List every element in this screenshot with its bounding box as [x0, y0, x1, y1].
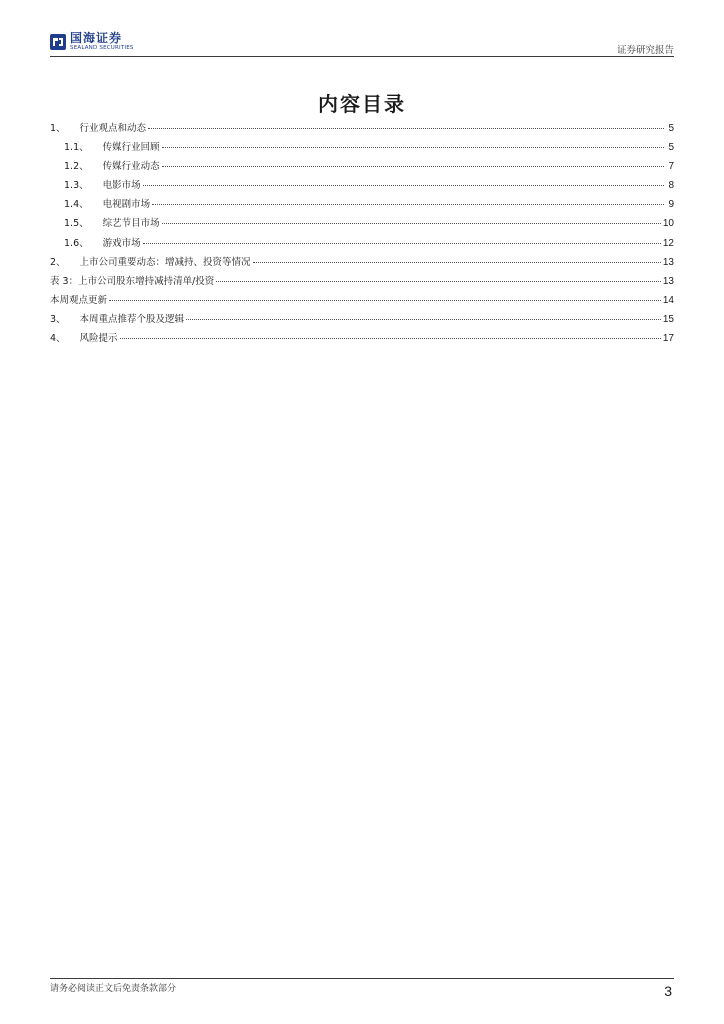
toc-entry-number: 2、: [50, 256, 66, 268]
toc-entry-page: 5: [668, 142, 674, 154]
toc-entry[interactable]: [50, 254, 674, 273]
toc-dot-leader: [120, 337, 661, 339]
toc-entry[interactable]: [50, 158, 674, 177]
sealand-logo-icon: [50, 34, 66, 50]
footer-divider: [50, 978, 674, 979]
toc-dot-leader: [143, 184, 664, 186]
toc-entry-title: 传媒行业动态: [102, 161, 160, 173]
report-type-label: 证券研究报告: [616, 45, 674, 56]
toc-entry-page: 13: [662, 256, 674, 268]
toc-entry-page: 10: [662, 218, 674, 230]
toc-entry-title: 本周重点推荐个股及逻辑: [79, 313, 185, 325]
toc-entry[interactable]: [50, 139, 674, 158]
toc-entry-title: 游戏市场: [102, 237, 141, 249]
toc-entry-page: 8: [668, 180, 674, 192]
toc-entry[interactable]: [50, 196, 674, 215]
table-of-contents: [50, 120, 674, 349]
toc-entry[interactable]: [50, 177, 674, 196]
toc-dot-leader: [148, 127, 664, 129]
toc-entry-title: 行业观点和动态: [79, 123, 147, 134]
toc-dot-leader: [253, 261, 661, 263]
toc-dot-leader: [216, 280, 661, 282]
toc-entry[interactable]: [50, 235, 674, 254]
toc-entry-title: 风险提示: [79, 333, 118, 345]
page-number: 3: [664, 983, 672, 999]
toc-entry-title: 传媒行业回顾: [102, 142, 160, 154]
toc-entry[interactable]: [50, 330, 674, 349]
toc-entry-title: 电视剧市场: [102, 199, 151, 211]
toc-entry-number: 3、: [50, 313, 66, 325]
page-header: [50, 30, 674, 56]
toc-entry-page: 15: [662, 313, 674, 325]
toc-entry-title: 综艺节目市场: [102, 218, 160, 230]
header-divider: [50, 56, 674, 57]
toc-entry-number: 1.3、: [64, 180, 89, 192]
toc-entry-number: 4、: [50, 333, 66, 345]
toc-entry[interactable]: [50, 311, 674, 330]
toc-dot-leader: [186, 318, 661, 320]
brand-name-en: SEALAND SECURITIES: [70, 45, 134, 51]
toc-entry-page: 17: [662, 333, 674, 345]
toc-entry-number: 1.1、: [64, 142, 89, 154]
toc-dot-leader: [162, 222, 661, 224]
toc-entry-page: 7: [668, 161, 674, 173]
toc-dot-leader: [152, 203, 664, 205]
toc-entry-number: 1.2、: [64, 161, 89, 173]
toc-entry-page: 14: [662, 294, 674, 306]
toc-entry-number: 1.5、: [64, 218, 89, 230]
toc-entry[interactable]: [50, 215, 674, 234]
company-logo: [50, 32, 134, 52]
toc-entry-page: 5: [668, 123, 674, 134]
brand-name-cn: 国海证券: [70, 31, 123, 45]
page-title: 内容目录: [318, 92, 406, 116]
toc-dot-leader: [143, 242, 661, 244]
toc-entry[interactable]: [50, 120, 674, 139]
toc-dot-leader: [162, 165, 664, 167]
toc-entry[interactable]: [50, 292, 674, 311]
toc-entry-number: 1.6、: [64, 237, 89, 249]
toc-entry[interactable]: [50, 273, 674, 292]
toc-entry-number: 1、: [50, 123, 66, 134]
toc-entry-title: 上市公司重要动态：增减持、投资等情况: [79, 256, 251, 268]
toc-entry-title: 表 3：上市公司股东增持减持清单/投资: [50, 275, 215, 287]
toc-entry-page: 12: [662, 237, 674, 249]
toc-dot-leader: [162, 146, 664, 148]
toc-entry-page: 13: [662, 275, 674, 287]
toc-entry-number: 1.4、: [64, 199, 89, 211]
toc-entry-title: 电影市场: [102, 180, 141, 192]
toc-dot-leader: [109, 299, 661, 301]
footer-disclaimer: 请务必阅读正文后免责条款部分: [50, 984, 177, 994]
toc-entry-page: 9: [668, 199, 674, 211]
toc-entry-title: 本周观点更新: [50, 294, 108, 306]
